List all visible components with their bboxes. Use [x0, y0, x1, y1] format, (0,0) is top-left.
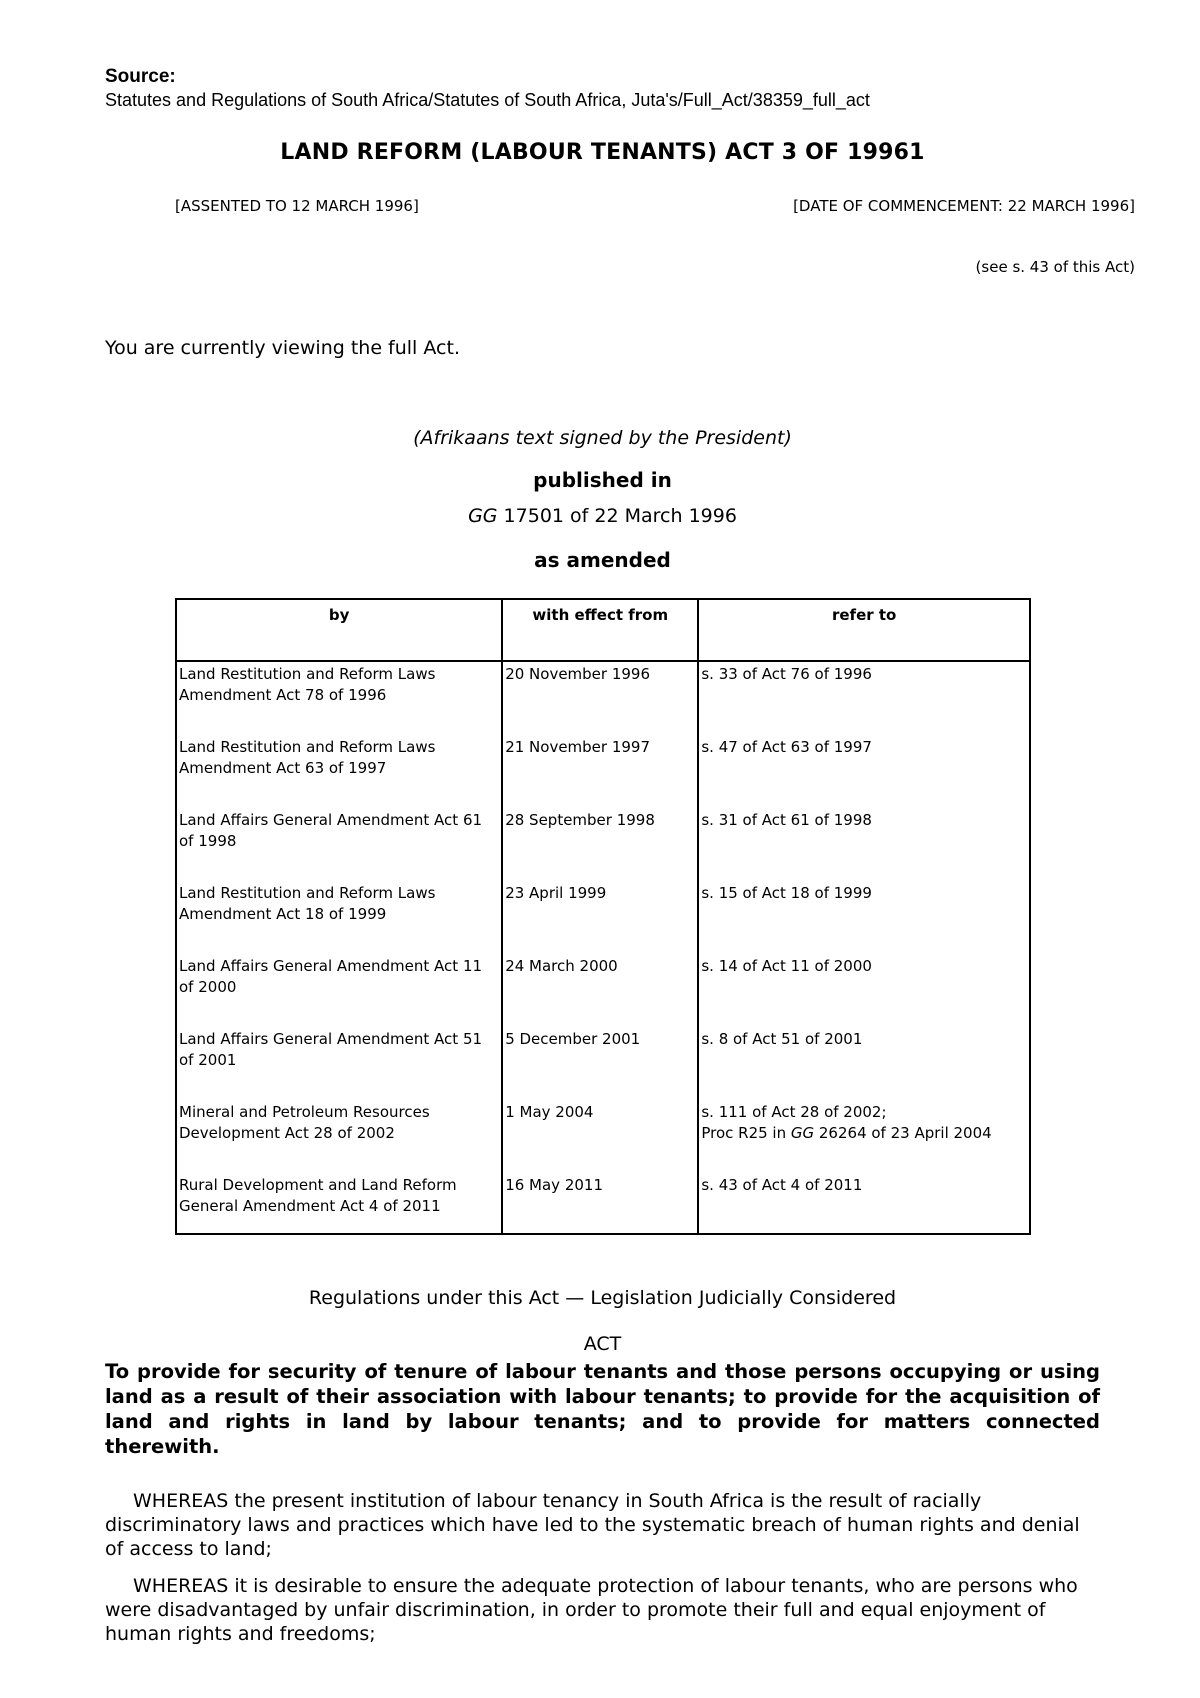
amending-act-cell: Land Restitution and Reform Laws Amendment Act 18 of 1999 — [176, 881, 502, 954]
effect-date-cell: 1 May 2004 — [502, 1100, 698, 1173]
see-section-note: (see s. 43 of this Act) — [975, 258, 1135, 276]
header-refer-to: refer to — [698, 599, 1030, 661]
act-title: LAND REFORM (LABOUR TENANTS) ACT 3 OF 19961 — [280, 140, 925, 165]
reference-cell: s. 31 of Act 61 of 1998 — [698, 808, 1030, 881]
effect-date-cell: 16 May 2011 — [502, 1173, 698, 1234]
header-effect-date: with effect from — [502, 599, 698, 661]
amending-act-cell: Land Affairs General Amendment Act 11 of 2000 — [176, 954, 502, 1027]
table-row — [176, 881, 1030, 954]
amending-act-cell: Land Affairs General Amendment Act 61 of 1998 — [176, 808, 502, 881]
table-row — [176, 808, 1030, 881]
reference-cell: s. 14 of Act 11 of 2000 — [698, 954, 1030, 1027]
reference-cell: s. 8 of Act 51 of 2001 — [698, 1027, 1030, 1100]
source-label: Source: — [105, 66, 176, 87]
gazette-abbrev: GG — [468, 505, 498, 527]
as-amended-label: as amended — [534, 548, 671, 572]
preamble-paragraph: WHEREAS the present institution of labour tenancy in South Africa is the result of racially discriminatory laws and practices which have led to the systematic breach of human rights and denial of access to land; — [105, 1490, 1080, 1560]
published-in-label: published in — [533, 468, 672, 492]
reference-line-1: s. 111 of Act 28 of 2002; — [701, 1103, 887, 1121]
act-heading: ACT — [583, 1333, 622, 1355]
header-by: by — [176, 599, 502, 661]
reference-line-2-suffix: 26264 of 23 April 2004 — [814, 1124, 992, 1142]
effect-date-cell: 21 November 1997 — [502, 735, 698, 808]
amendment-table — [175, 598, 1031, 1235]
effect-date-cell: 20 November 1996 — [502, 661, 698, 735]
reference-cell: s. 15 of Act 18 of 1999 — [698, 881, 1030, 954]
preamble-paragraph: WHEREAS it is desirable to ensure the adequate protection of labour tenants, who are persons who were disadvantaged by unfair discrimination, in order to promote their full and equal enjoyment of human rights and freedoms; — [105, 1575, 1078, 1645]
table-row — [176, 661, 1030, 735]
table-row — [176, 1027, 1030, 1100]
afrikaans-note: (Afrikaans text signed by the President) — [413, 427, 792, 449]
reference-line-2-prefix: Proc R25 in — [701, 1124, 791, 1142]
source-path: Statutes and Regulations of South Africa/Statutes of South Africa, Juta's/Full_Act/38359_full_act — [105, 90, 870, 110]
table-row — [176, 735, 1030, 808]
reference-cell: s. 43 of Act 4 of 2011 — [698, 1173, 1030, 1234]
long-title: To provide for security of tenure of labour tenants and those persons occupying or using land as a result of their association with labour tenants; to provide for the acquisition of land and rights in land by labour tenants; and to provide for matters connected therewith. — [105, 1360, 1100, 1458]
table-row — [176, 1173, 1030, 1234]
amending-act-cell: Land Restitution and Reform Laws Amendment Act 63 of 1997 — [176, 735, 502, 808]
effect-date-cell: 5 December 2001 — [502, 1027, 698, 1100]
commencement-date: [DATE OF COMMENCEMENT: 22 MARCH 1996] — [793, 197, 1135, 215]
amending-act-cell: Mineral and Petroleum Resources Development Act 28 of 2002 — [176, 1100, 502, 1173]
assented-date: [ASSENTED TO 12 MARCH 1996] — [175, 197, 419, 215]
effect-date-cell: 23 April 1999 — [502, 881, 698, 954]
amendment-table-header — [176, 599, 1030, 661]
table-row — [176, 954, 1030, 1027]
regulations-links-line: Regulations under this Act — Legislation Judicially Considered — [308, 1287, 897, 1309]
gazette-detail: 17501 of 22 March 1996 — [497, 505, 737, 527]
reference-gazette-abbrev: GG — [790, 1124, 815, 1142]
table-row — [176, 1100, 1030, 1173]
amending-act-cell: Land Affairs General Amendment Act 51 of 2001 — [176, 1027, 502, 1100]
effect-date-cell: 28 September 1998 — [502, 808, 698, 881]
reference-cell — [698, 1100, 1030, 1173]
amending-act-cell: Land Restitution and Reform Laws Amendment Act 78 of 1996 — [176, 661, 502, 735]
effect-date-cell: 24 March 2000 — [502, 954, 698, 1027]
gazette-reference — [105, 505, 1100, 527]
viewing-note: You are currently viewing the full Act. — [105, 337, 460, 359]
reference-cell: s. 47 of Act 63 of 1997 — [698, 735, 1030, 808]
reference-cell: s. 33 of Act 76 of 1996 — [698, 661, 1030, 735]
amending-act-cell: Rural Development and Land Reform General Amendment Act 4 of 2011 — [176, 1173, 502, 1234]
